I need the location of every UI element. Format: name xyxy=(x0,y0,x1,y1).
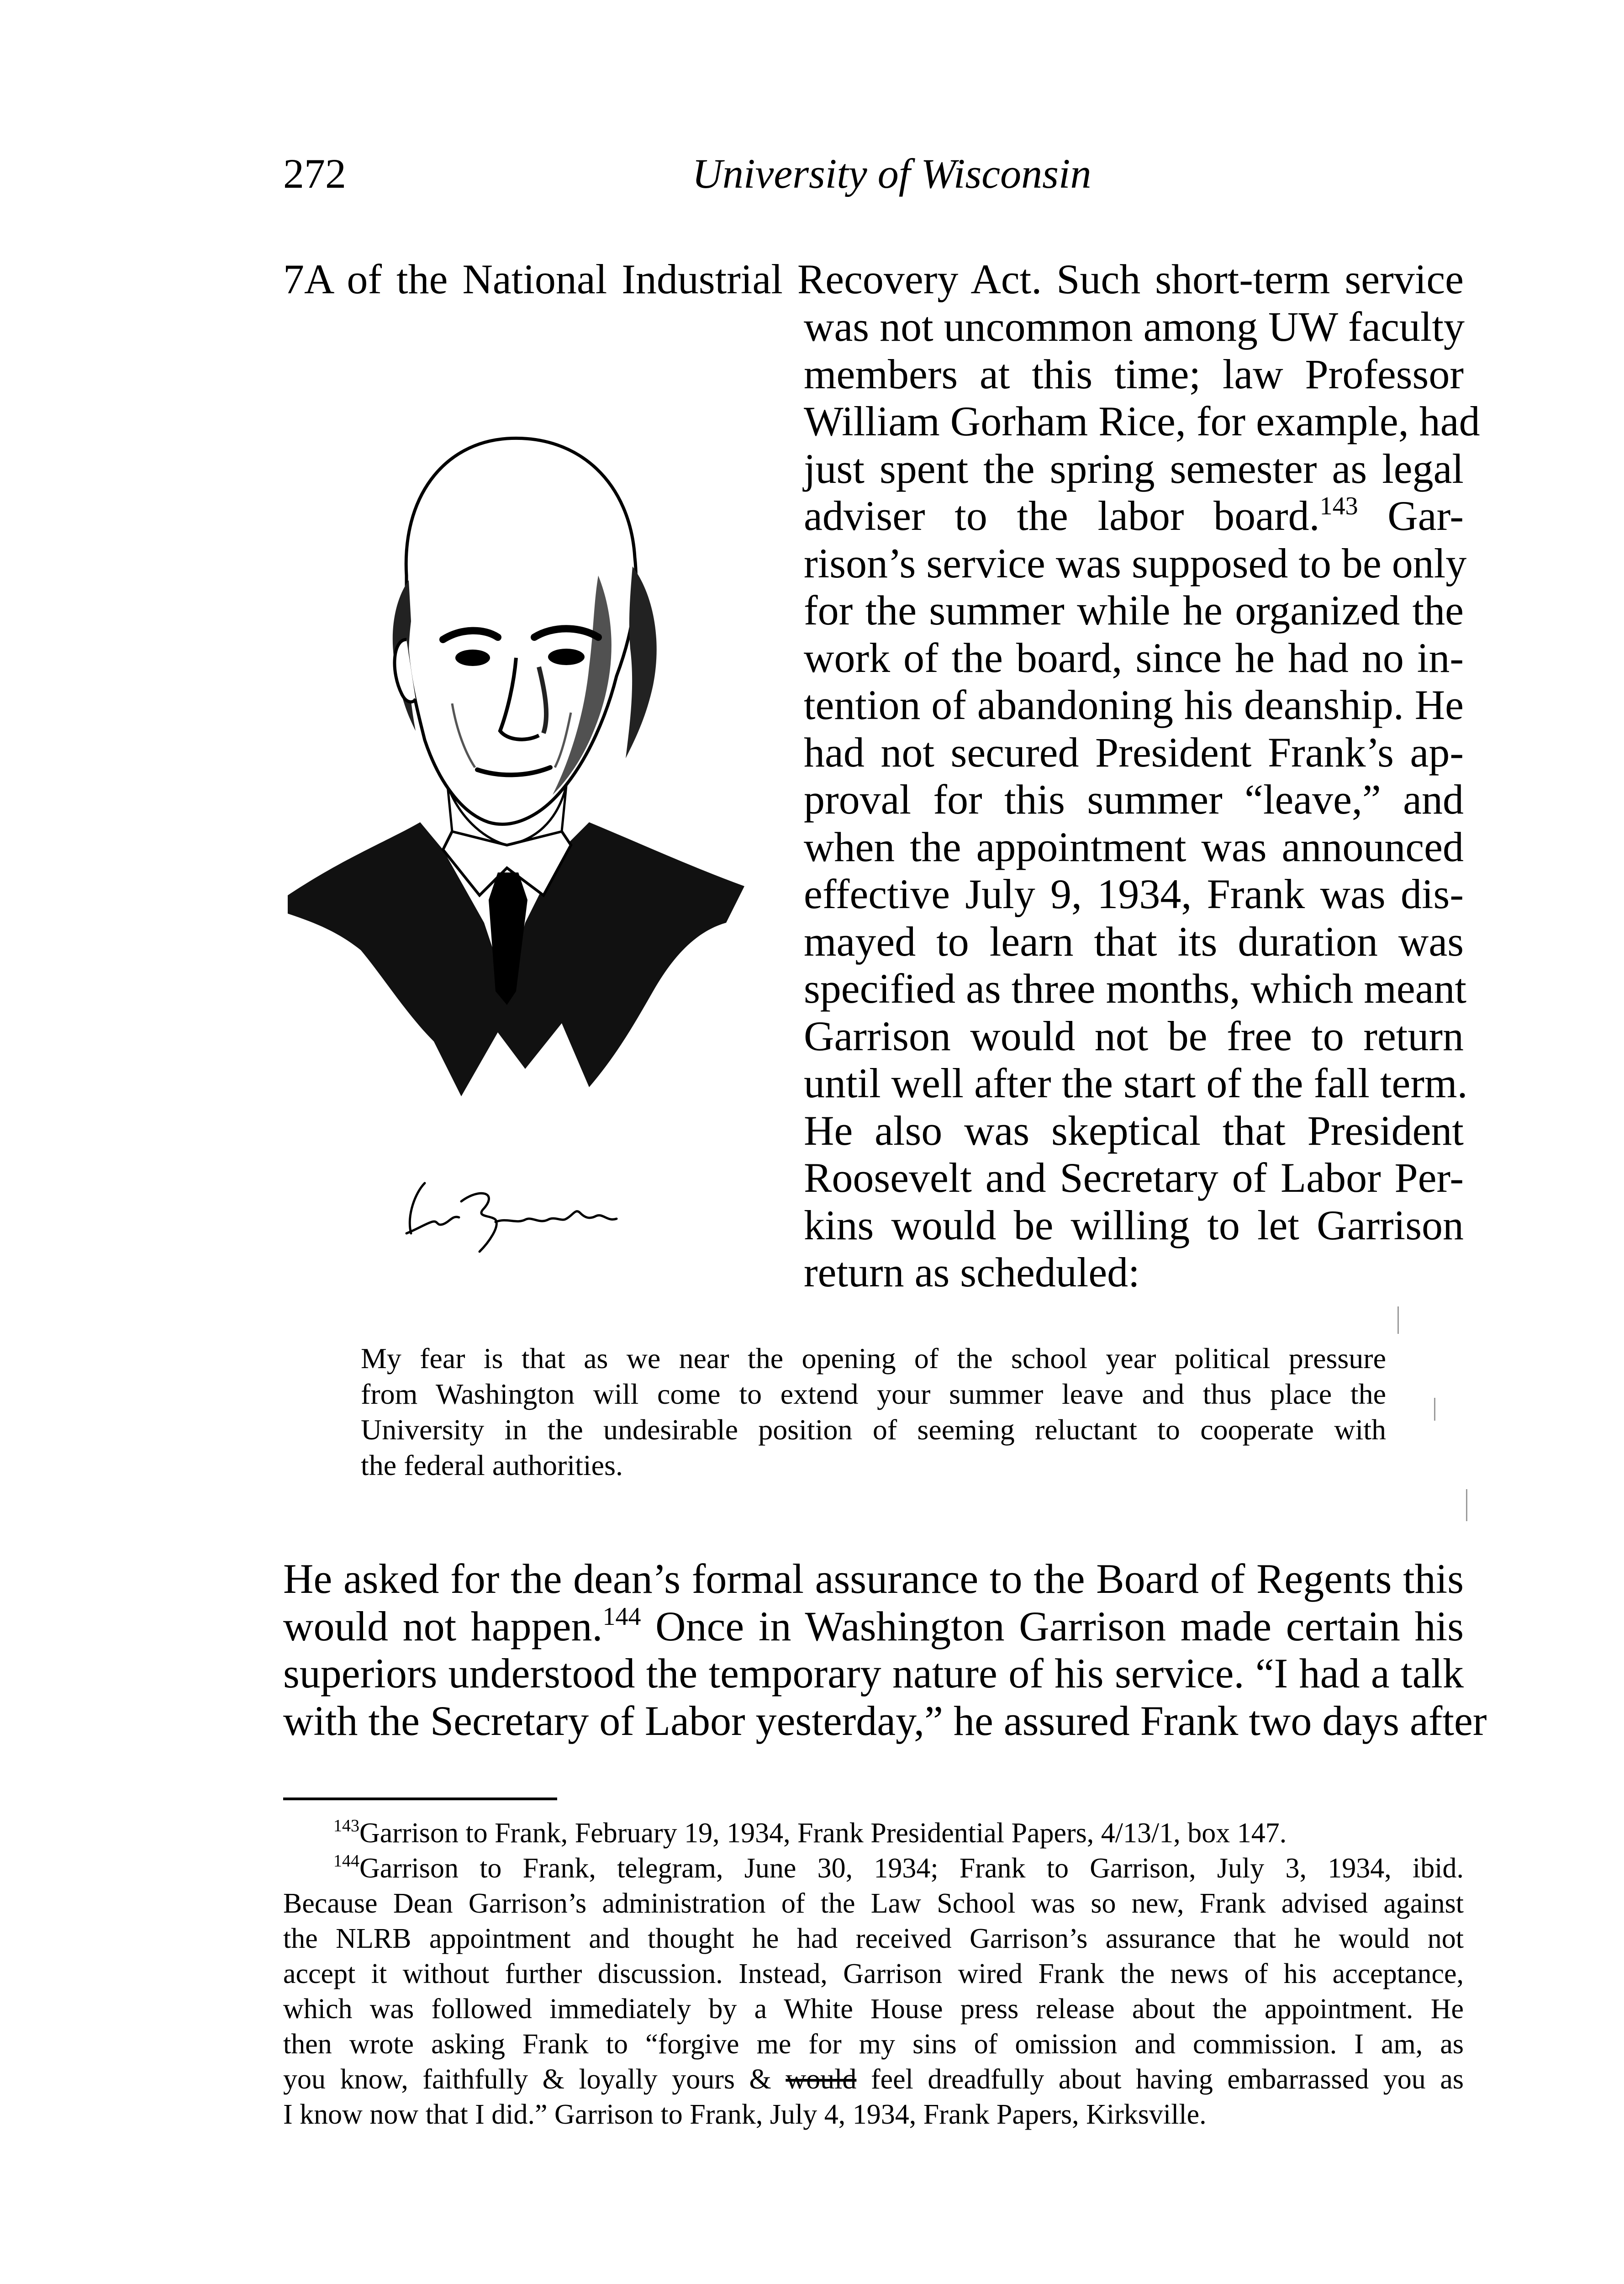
quote-line: the federal authorities. xyxy=(361,1449,623,1481)
footnote-line: then wrote asking Frank to “forgive me for my sins of omission and commission. I am, as xyxy=(283,2029,1464,2060)
text-line: William Gorham Rice, for example, had xyxy=(804,398,1480,444)
block-quote xyxy=(361,1341,1386,1483)
text-line: superiors understood the temporary nature of his service. “I had a talk xyxy=(283,1650,1464,1697)
text-line: Garrison would not be free to return xyxy=(804,1012,1464,1059)
footnote-reference: 144 xyxy=(602,1602,641,1631)
footnote-144 xyxy=(283,1851,1464,1886)
footnote-line: Because Dean Garrison’s administration of the Law School was so new, Frank advised against xyxy=(283,1888,1464,1919)
text-line: just spent the spring semester as legal xyxy=(804,445,1464,492)
text-line xyxy=(804,492,1464,540)
footnote-text: Garrison to Frank, telegram, June 30, 1934; Frank to Garrison, July 3, 1934, ibid. xyxy=(359,1853,1464,1884)
footnote-reference: 143 xyxy=(1319,492,1358,520)
text-line: proval for this summer “leave,” and xyxy=(804,776,1464,823)
text-fragment: feel dreadfully about having embarrassed you as xyxy=(870,2064,1464,2095)
scan-artifact xyxy=(1397,1306,1399,1334)
text-line: with the Secretary of Labor yesterday,” he assured Frank two days after xyxy=(283,1697,1487,1744)
text-fragment: Gar- xyxy=(1387,492,1464,539)
text-fragment: Once in Washington Garrison made certain his xyxy=(655,1602,1464,1650)
text-fragment: you know, faithfully & loyally yours & xyxy=(283,2064,771,2095)
text-line: was not uncommon among UW faculty xyxy=(804,303,1465,350)
text-fragment: adviser to the labor board. xyxy=(804,492,1320,539)
page-number: 272 xyxy=(283,150,346,197)
text-line: kins would be willing to let Garrison xyxy=(804,1201,1464,1248)
quote-line: University in the undesirable position of seeming reluctant to cooperate with xyxy=(361,1413,1386,1446)
text-line: tention of abandoning his deanship. He xyxy=(804,682,1464,728)
footnote-text: Garrison to Frank, February 19, 1934, Frank Presidential Papers, 4/13/1, box 147. xyxy=(359,1818,1287,1849)
footnote-divider xyxy=(283,1798,557,1800)
footnote-line: I know now that I did.” Garrison to Frank, July 4, 1934, Frank Papers, Kirksville. xyxy=(283,2099,1207,2130)
running-header xyxy=(283,146,1464,201)
footnotes xyxy=(283,1816,1464,2132)
text-line: He also was skeptical that President xyxy=(804,1107,1464,1154)
signature-icon xyxy=(393,1165,630,1256)
footnote-number: 144 xyxy=(333,1851,359,1871)
body-first-line: 7A of the National Industrial Recovery Act. Such short-term service xyxy=(283,256,1464,302)
text-line: until well after the start of the fall term. xyxy=(804,1060,1468,1106)
text-line: when the appointment was announced xyxy=(804,823,1464,870)
footnote-line: accept it without further discussion. Instead, Garrison wired Frank the news of his acceptance, xyxy=(283,1958,1464,1989)
text-line: He asked for the dean’s formal assurance to the Board of Regents this xyxy=(283,1555,1464,1602)
footnote-number: 143 xyxy=(333,1816,359,1835)
text-line: Roosevelt and Secretary of Labor Per- xyxy=(804,1154,1464,1201)
scan-artifact xyxy=(1466,1489,1467,1521)
portrait-illustration xyxy=(269,384,754,1105)
text-line: members at this time; law Professor xyxy=(804,350,1464,397)
struck-word: would xyxy=(786,2064,857,2095)
text-line: specified as three months, which meant xyxy=(804,965,1467,1012)
footnote-143 xyxy=(283,1816,1464,1851)
right-eye-shape xyxy=(548,649,585,665)
quote-line: from Washington will come to extend your summer leave and thus place the xyxy=(361,1378,1386,1410)
footnote-line: which was followed immediately by a White House press release about the appointment. He xyxy=(283,1993,1464,2025)
text-line: work of the board, since he had no in- xyxy=(804,634,1464,681)
text-line: rison’s service was supposed to be only xyxy=(804,539,1467,587)
body-side-paragraph xyxy=(804,303,1480,1296)
text-line: return as scheduled: xyxy=(804,1249,1140,1295)
body-paragraph-2 xyxy=(283,1555,1487,1745)
scan-artifact xyxy=(1434,1398,1435,1421)
running-title: University of Wisconsin xyxy=(692,150,1091,197)
footnote-line: the NLRB appointment and thought he had received Garrison’s assurance that he would not xyxy=(283,1923,1464,1954)
footnote-line xyxy=(283,2062,1464,2097)
text-line xyxy=(283,1603,1464,1650)
text-line: effective July 9, 1934, Frank was dis- xyxy=(804,871,1464,917)
left-eye-shape xyxy=(455,650,490,666)
quote-line: My fear is that as we near the opening of the school year political pressure xyxy=(361,1342,1386,1375)
text-fragment: would not happen. xyxy=(283,1602,603,1650)
text-line: mayed to learn that its duration was xyxy=(804,918,1464,965)
text-line: had not secured President Frank’s ap- xyxy=(804,729,1464,776)
text-line: for the summer while he organized the xyxy=(804,587,1464,634)
